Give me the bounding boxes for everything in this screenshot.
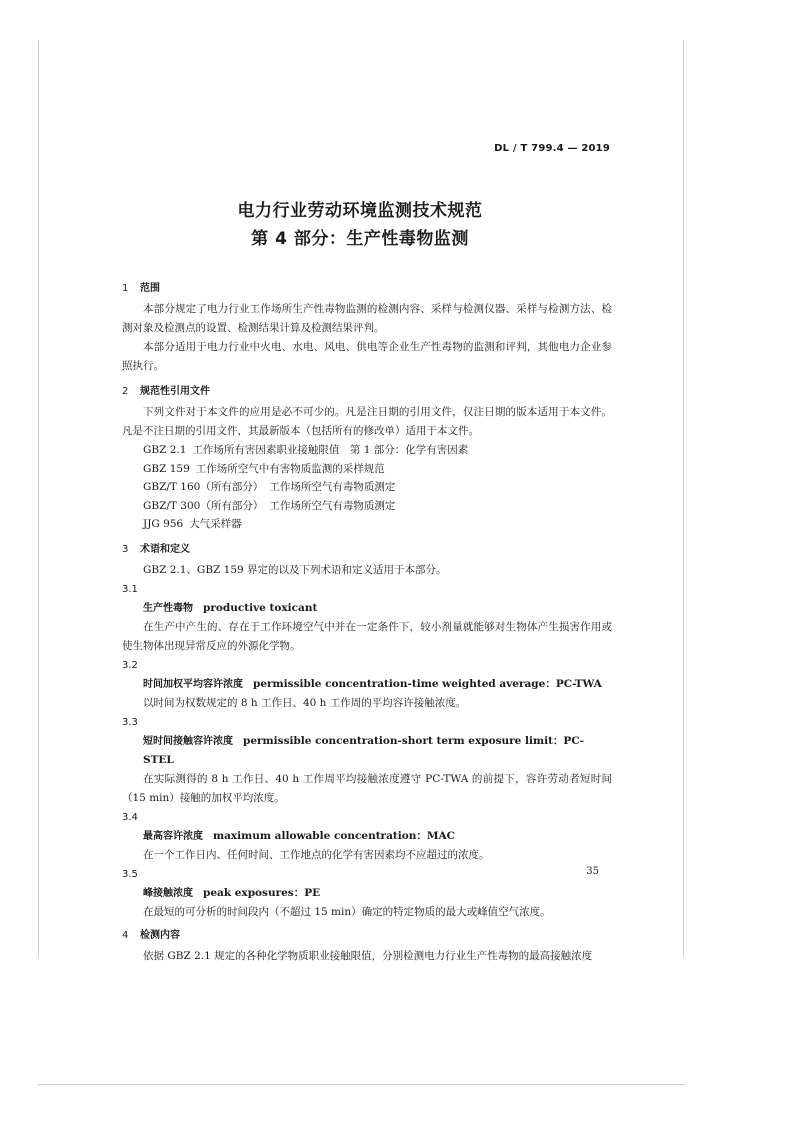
term-cn: 短时间接触容许浓度	[143, 735, 233, 747]
reference-item	[122, 460, 612, 479]
title-line-1: 电力行业劳动环境监测技术规范	[237, 201, 483, 221]
section-title: 范围	[140, 283, 160, 294]
term-heading	[122, 827, 612, 846]
reference-item	[122, 478, 612, 497]
term-number: 3.3	[122, 716, 138, 728]
paragraph: 依据 GBZ 2.1 规定的各种化学物质职业接触限值，分别检测电力行业生产性毒物的最高接触浓度	[143, 949, 593, 962]
term-heading	[122, 884, 612, 903]
paragraph: 本部分规定了电力行业工作场所生产性毒物监测的检测内容、采样与检测仪器、采样与检测方法、检测对象及检测点的设置、检测结果计算及检测结果评判。	[122, 303, 612, 334]
standard-code: DL / T 799.4 — 2019	[494, 143, 610, 154]
term-number: 3.2	[122, 659, 138, 671]
term-definition: 以时间为权数规定的 8 h 工作日、40 h 工作周的平均容许接触浓度。	[143, 696, 467, 709]
reference-name: 工作场所有害因素职业接触限值 第 1 部分：化学有害因素	[192, 444, 469, 456]
term-cn: 峰接触浓度	[143, 887, 193, 899]
bottom-separator	[38, 1084, 685, 1085]
section-title: 规范性引用文件	[140, 386, 210, 397]
reference-name: 工作场所空气有毒物质测定	[269, 481, 396, 493]
reference-name: 工作场所空气有毒物质测定	[269, 499, 396, 512]
term-heading	[122, 675, 612, 694]
term-en: maximum allowable concentration：MAC	[213, 829, 455, 842]
section-4-heading	[122, 926, 612, 946]
right-page-edge	[683, 40, 684, 958]
reference-code: JJG 956	[143, 518, 184, 530]
section-number: 2	[122, 386, 129, 397]
section-2-heading	[122, 382, 612, 402]
term-cn: 生产性毒物	[143, 602, 193, 614]
term-en: productive toxicant	[203, 601, 318, 614]
term-definition: 在最短的可分析的时间段内（不超过 15 min）确定的特定物质的最大或峰值空气浓度。	[143, 905, 551, 918]
term-en: peak exposures：PE	[203, 886, 321, 899]
reference-code: GBZ/T 160（所有部分）	[143, 481, 264, 493]
term-en: permissible concentration-time weighted average：PC-TWA	[253, 677, 602, 690]
term-number: 3.1	[122, 583, 138, 595]
document-body	[122, 277, 612, 966]
term-cn: 时间加权平均容许浓度	[143, 678, 243, 690]
reference-name: 大气采样器	[189, 518, 242, 530]
term-definition: 在实际测得的 8 h 工作日、40 h 工作周平均接触浓度遵守 PC-TWA 的前提下，容许劳动者短时间（15 min）接触的加权平均浓度。	[122, 772, 612, 804]
reference-code: GBZ 159	[143, 462, 190, 475]
reference-code: GBZ 2.1	[143, 444, 187, 456]
term-definition: 在一个工作日内、任何时间、工作地点的化学有害因素均不应超过的浓度。	[143, 848, 490, 861]
section-number: 3	[122, 543, 129, 555]
reference-item	[122, 441, 612, 460]
section-title: 检测内容	[140, 929, 180, 941]
section-3-heading	[122, 540, 612, 560]
left-page-edge	[38, 40, 39, 958]
term-definition: 在生产中产生的、存在于工作环境空气中并在一定条件下，较小剂量就能够对生物体产生损害作用或使生物体出现异常反应的外源化学物。	[122, 620, 612, 652]
paragraph: 本部分适用于电力行业中火电、水电、风电、供电等企业生产性毒物的监测和评判，其他电力企业参照执行。	[122, 341, 612, 372]
reference-item	[122, 497, 612, 516]
term-cn: 最高容许浓度	[143, 830, 203, 842]
reference-item	[122, 515, 612, 534]
reference-code: GBZ/T 300（所有部分）	[143, 499, 264, 512]
page-number: 35	[586, 866, 599, 877]
term-heading	[122, 599, 612, 618]
term-number: 3.4	[122, 811, 138, 823]
term-en: permissible concentration-short term exposure limit：PC-STEL	[143, 734, 585, 766]
document-title	[0, 197, 720, 253]
section-number: 1	[122, 283, 129, 294]
reference-name: 工作场所空气中有害物质监测的采样规范	[195, 462, 385, 475]
term-number: 3.5	[122, 868, 138, 880]
paragraph: GBZ 2.1、GBZ 159 界定的以及下列术语和定义适用于本部分。	[143, 563, 447, 576]
term-heading	[122, 732, 612, 770]
section-1-heading	[122, 279, 612, 299]
section-title: 术语和定义	[140, 543, 190, 555]
title-line-2: 第 4 部分：生产性毒物监测	[251, 229, 469, 249]
paragraph: 下列文件对于本文件的应用是必不可少的。凡是注日期的引用文件，仅注日期的版本适用于本文件。凡是不注日期的引用文件，其最新版本（包括所有的修改单）适用于本文件。	[122, 406, 612, 437]
section-number: 4	[122, 929, 129, 941]
